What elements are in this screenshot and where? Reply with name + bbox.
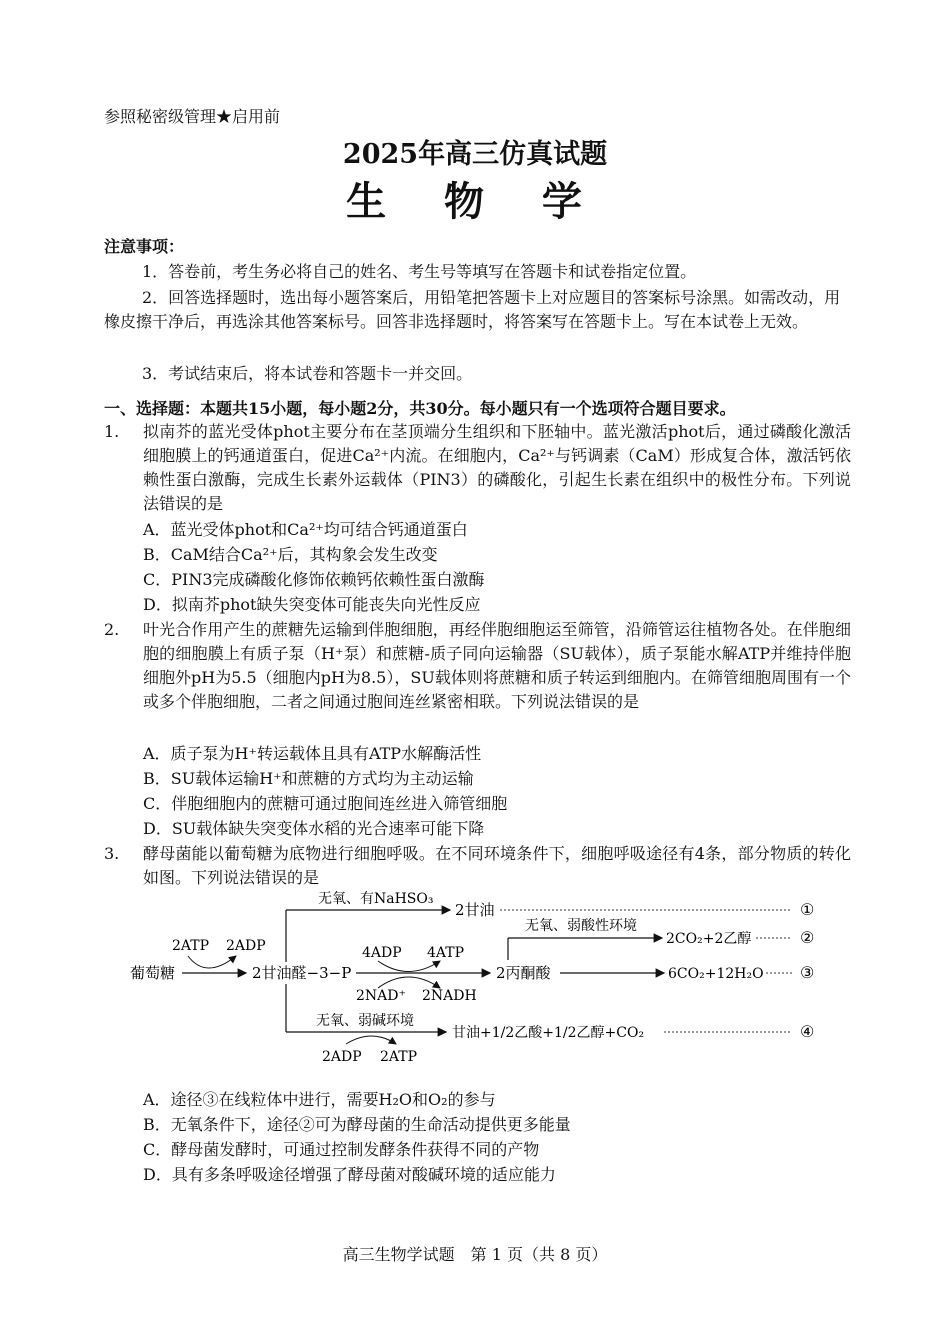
respiration-pathway-diagram bbox=[0, 880, 950, 1080]
exam-title: 2025年高三仿真试题 bbox=[342, 139, 608, 170]
notice-item-3: 3．考试结束后，将本试卷和答题卡一并交回。 bbox=[142, 364, 473, 383]
marker-4: ④ bbox=[800, 1022, 815, 1041]
marker-3: ③ bbox=[800, 963, 815, 982]
q1-option-a: A．蓝光受体phot和Ca²⁺均可结合钙通道蛋白 bbox=[143, 520, 468, 539]
nadh-label: 2NADH bbox=[422, 988, 477, 1004]
adp-2b-label: 2ADP bbox=[322, 1049, 362, 1065]
adp-4-label: 4ADP bbox=[362, 945, 402, 961]
notice-heading: 注意事项： bbox=[104, 237, 185, 256]
q1-number: 1. bbox=[104, 422, 120, 441]
g3p-label: 2甘油醛−3−P bbox=[252, 964, 352, 982]
q2-stem: 叶光合作用产生的蔗糖先运输到伴胞细胞，再经伴胞细胞运至筛管，沿筛管运往植物各处。在伴胞细胞的细胞膜上有质子泵（H⁺泵）和蔗糖-质子同向运输器（SU载体），质子泵能水解ATP并维持伴胞细胞外pH为5.5（细胞内pH为8.5），SU载体则将蔗糖和质子转运到细胞内。在筛管细胞周围有一个或多个伴胞细胞，二者之间通过胞间连丝紧密相联。下列说法错误的是 bbox=[143, 620, 851, 711]
q3-option-d: D．具有多条呼吸途径增强了酵母菌对酸碱环境的适应能力 bbox=[143, 1165, 556, 1184]
q1-option-d: D．拟南芥phot缺失突变体可能丧失向光性反应 bbox=[143, 595, 481, 614]
atp-2-label: 2ATP bbox=[172, 938, 210, 954]
notice-item-1: 1．答卷前，考生务必将自己的姓名、考生号等填写在答题卡和试卷指定位置。 bbox=[142, 262, 697, 281]
q2-option-d: D．SU载体缺失突变体水稻的光合速率可能下降 bbox=[143, 819, 485, 838]
nad-label: 2NAD⁺ bbox=[356, 988, 406, 1004]
q3-option-b: B．无氧条件下，途径②可为酵母菌的生命活动提供更多能量 bbox=[143, 1115, 571, 1134]
cond-2-label: 无氧、弱酸性环境 bbox=[525, 918, 637, 934]
arrow-atp-adp bbox=[188, 956, 236, 968]
cond-4-label: 无氧、弱碱环境 bbox=[316, 1013, 414, 1029]
prod-4-label: 甘油+1/2乙酸+1/2乙醇+CO₂ bbox=[452, 1025, 645, 1041]
q3-option-a: A．途径③在线粒体中进行，需要H₂O和O₂的参与 bbox=[143, 1090, 496, 1109]
arrow-adp-atp-4 bbox=[346, 1036, 396, 1044]
notice-item-2: 2．回答选择题时，选出每小题答案后，用铅笔把答题卡上对应题目的答案标号涂黑。如需改动，用橡皮擦干净后，再选涂其他答案标号。回答非选择题时，将答案写在答题卡上。写在本试卷上无效。 bbox=[104, 288, 841, 331]
prod-2-label: 2CO₂+2乙醇 bbox=[666, 931, 752, 947]
arrow-nad-nadh bbox=[378, 977, 440, 988]
q2-option-b: B．SU载体运输H⁺和蔗糖的方式均为主动运输 bbox=[143, 769, 474, 788]
q2-option-c: C．伴胞细胞内的蔗糖可通过胞间连丝进入筛管细胞 bbox=[143, 794, 508, 813]
cond-1-label: 无氧、有NaHSO₃ bbox=[318, 891, 434, 907]
q2-number: 2. bbox=[104, 620, 120, 639]
prod-3-label: 6CO₂+12H₂O bbox=[668, 966, 764, 982]
section-heading: 一、选择题：本题共15小题，每小题2分，共30分。每小题只有一个选项符合题目要求。 bbox=[104, 399, 736, 418]
atp-4-label: 4ATP bbox=[427, 945, 465, 961]
marker-2: ② bbox=[800, 928, 815, 947]
arrow-adp-atp bbox=[378, 961, 440, 972]
q3-option-c: C．酵母菌发酵时，可通过控制发酵条件获得不同的产物 bbox=[143, 1140, 540, 1159]
q1-stem: 拟南芥的蓝光受体phot主要分布在茎顶端分生组织和下胚轴中。蓝光激活phot后，通过磷酸化激活细胞膜上的钙通道蛋白，促进Ca²⁺内流。在细胞内，Ca²⁺与钙调素（CaM）形成复合体，激活钙依赖性蛋白激酶，完成生长素外运载体（PIN3）的磷酸化，引起生长素在组织中的极性分布。下列说法错误的是 bbox=[143, 422, 851, 513]
pyruvate-label: 2丙酮酸 bbox=[496, 964, 551, 982]
atp-2b-label: 2ATP bbox=[380, 1049, 418, 1065]
page-footer: 高三生物学试题 第 1 页（共 8 页） bbox=[342, 1245, 608, 1264]
q1-option-c: C．PIN3完成磷酸化修饰依赖钙依赖性蛋白激酶 bbox=[143, 570, 485, 589]
marker-1: ① bbox=[800, 900, 815, 919]
prod-1-label: 2甘油 bbox=[455, 901, 495, 919]
q1-option-b: B．CaM结合Ca²⁺后，其构象会发生改变 bbox=[143, 545, 438, 564]
q3-stem: 酵母菌能以葡萄糖为底物进行细胞呼吸。在不同环境条件下，细胞呼吸途径有4条，部分物质的转化如图。下列说法错误的是 bbox=[143, 844, 851, 887]
glucose-label: 葡萄糖 bbox=[130, 964, 176, 982]
subject-title: 生 物 学 bbox=[346, 178, 604, 225]
confidential-label: 参照秘密级管理★启用前 bbox=[104, 107, 281, 126]
adp-2-label: 2ADP bbox=[226, 938, 266, 954]
q3-number: 3. bbox=[104, 844, 120, 863]
q2-option-a: A．质子泵为H⁺转运载体且具有ATP水解酶活性 bbox=[143, 744, 482, 763]
